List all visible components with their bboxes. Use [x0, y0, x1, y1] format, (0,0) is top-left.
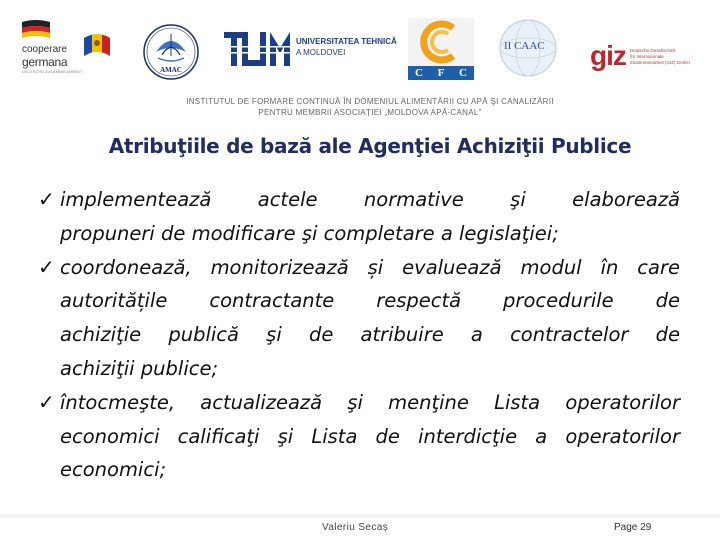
caac-logo [494, 18, 562, 78]
germany-flag-icon [22, 20, 50, 38]
caac-text: II CAAC [504, 40, 545, 52]
page-number: Page 29 [614, 522, 652, 533]
checkmark-icon: ✓ [38, 254, 55, 279]
bullet-line: economici; [60, 458, 167, 482]
checkmark-icon: ✓ [38, 389, 55, 414]
footer-divider [0, 514, 720, 518]
logo-strip [0, 0, 720, 92]
germana-text: germana [22, 55, 68, 69]
giz-subtitle-line: Deutsche Gesellschaft [630, 48, 676, 53]
list-item [38, 183, 680, 217]
list-item [38, 386, 680, 420]
bullet-line-wrap [38, 318, 680, 352]
institute-header-line2: PENTRU MEMBRII ASOCIAȚIEI „MOLDOVA APĂ-CANAL” [258, 108, 482, 117]
bullet-line: achiziţie publică şi de atribuire a contractelor de [60, 323, 680, 347]
cfc-emblem-icon [408, 18, 474, 66]
bullet-line-wrap [38, 352, 680, 386]
bullet-line-wrap [38, 453, 680, 487]
bullet-line-wrap [38, 420, 680, 454]
cooperare-germana-logo [16, 18, 110, 76]
institute-header-line1: INSTITUTUL DE FORMARE CONTINUĂ ÎN DOMENIUL ALIMENTĂRII CU APĂ ŞI CANALIZĂRII [186, 97, 554, 106]
bullet-line: implementează actele normative şi elaborează [60, 188, 680, 211]
cfc-logo [408, 18, 474, 80]
utm-name-line1: UNIVERSITATEA TEHNICĂ [296, 37, 397, 46]
utm-name-line2: A MOLDOVEI [296, 48, 346, 57]
giz-subtitle-line: für Internationale [630, 54, 664, 59]
bullet-line: autoritățile contractante respectă procedurile de [60, 289, 680, 313]
bullet-line: propuneri de modificare şi completare a legislaţiei; [60, 221, 559, 245]
giz-subtitle-line: Zusammenarbeit (GIZ) GmbH [630, 60, 690, 65]
giz-wordmark: giz [590, 40, 626, 71]
cfc-letter: C [459, 67, 467, 79]
bullet-line: economici calificaţi şi Lista de interdicţie a operatorilor [60, 424, 680, 448]
list-item [38, 251, 680, 285]
moldova-flag-icon [82, 28, 112, 62]
bullet-line-wrap [38, 217, 680, 251]
bullet-line: achiziţii publice; [60, 356, 219, 380]
cfc-letters-bar [408, 66, 474, 80]
utm-emblem-icon [222, 26, 296, 72]
amac-text: AMAC [160, 66, 182, 74]
cooperare-text: cooperare [22, 44, 68, 55]
cooperare-subtitle: DEUTSCHE ZUSAMMENARBEIT [22, 69, 83, 74]
bullet-line-wrap [38, 284, 680, 318]
checkmark-icon: ✓ [38, 187, 55, 211]
giz-logo [590, 42, 710, 78]
amac-logo [140, 22, 202, 82]
bullet-list [38, 183, 680, 487]
footer-author: Valeriu Secaș [322, 522, 389, 533]
bullet-line: întocmeşte, actualizează şi menţine Lista operatorilor [60, 390, 680, 414]
bullet-line: coordonează, monitorizează și evaluează modul în care [60, 255, 680, 279]
slide-title: Atribuţiile de bază ale Agenţiei Achiziţii Publice [108, 134, 632, 158]
utm-logo [222, 26, 402, 72]
cfc-letter: F [437, 67, 445, 79]
cfc-letter: C [415, 67, 423, 79]
